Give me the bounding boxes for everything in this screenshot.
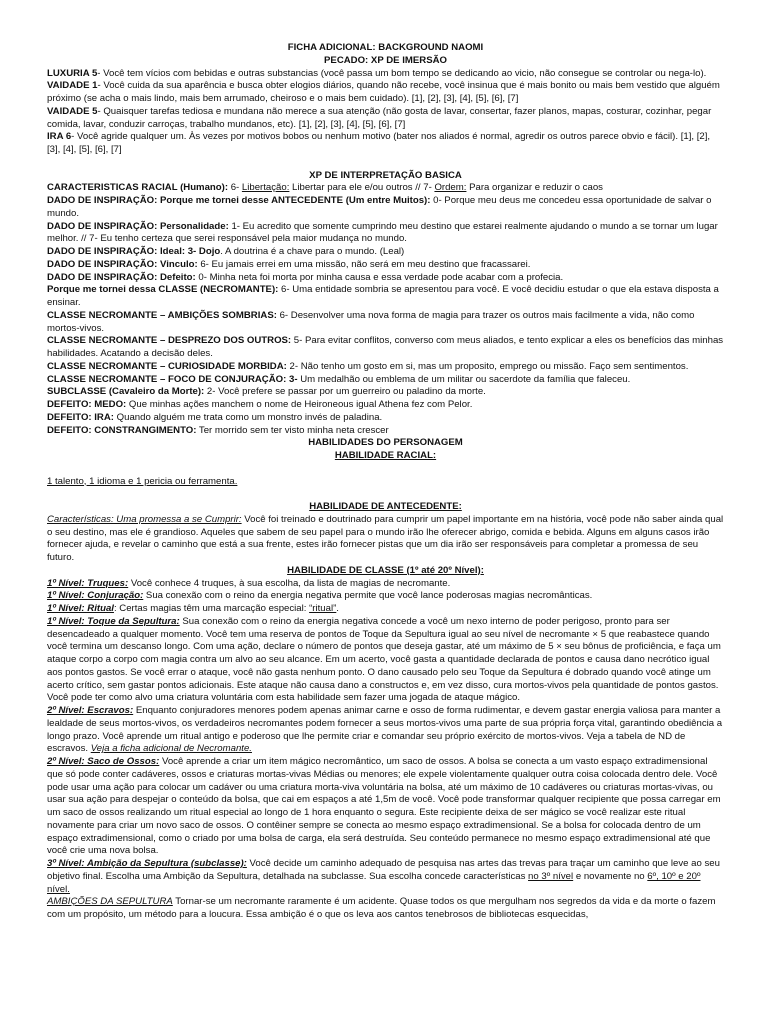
section-heading-class-ability: HABILIDADE DE CLASSE (1º até 20º Nível): <box>287 564 484 576</box>
document-subtitle: PECADO: XP DE IMERSÃO <box>324 54 447 66</box>
interpretation-entry <box>47 412 724 425</box>
class-feature <box>47 616 724 705</box>
interpretation-entry <box>47 195 724 221</box>
feature-text: Sua conexão com o reino da energia negativa concede a você um nexo interno de poder perigoso, pronto para ser desencadeado a qualquer momento. Você tem uma reserva de pontos de Toque da Sepultura igual ao seu nível de necromante × 5 que reabastece quando você termina um descanso longo. Com uma ação, declare o número de pontos que deseja gastar, até um máximo de 5 × seu bônus de proficiência, e faça um ataque corpo a corpo com magia contra um alvo ao seu alcance. Em um acerto, você gasta a quantidade declarada de pontos e causa dano necrótico igual aos pontos gastos. Se você errar o ataque, você não gasta nenhum ponto. O dano causado pelo seu Toque da Sepultura é dobrado quando você atinge um acerto crítico, sem gastar pontos adicionais. Este ataque não causa dano a constructos e, em vez disso, cura mortos-vivos pela quantidade de pontos gastos. Você pode ter como alvo uma criatura voluntária com esta habilidade sem fazer uma jogada de ataque mágico. <box>47 615 721 704</box>
entry-label: DEFEITO: MEDO: <box>47 399 127 410</box>
interpretation-entry <box>47 284 724 310</box>
interpretation-entry <box>47 386 724 399</box>
background-ability <box>47 514 724 565</box>
entry-label: DADO DE INSPIRAÇÃO: Personalidade: <box>47 220 229 232</box>
entry-label: SUBCLASSE (Cavaleiro da Morte): <box>47 386 205 398</box>
entry-text: 2- Você prefere se passar por um guerreiro ou paladino da morte. <box>204 386 486 398</box>
sin-text: - Quaisquer tarefas tediosa e mundana não merece a sua atenção (não gosta de lavar, consertar, fazer planos, mapas, costurar, cozinhar, pegar comida, lavar, conduzir carroças, trabalho mundanos, etc). [1], [2], [3], [4], [5], [6], [7] <box>47 105 712 130</box>
racial-trait-libertacao: Libertação: <box>241 182 290 194</box>
section-heading-abilities: HABILIDADES DO PERSONAGEM <box>308 437 463 449</box>
entry-text: 0- Minha neta foi morta por minha causa e essa verdade pode acabar com a profecia. <box>195 271 564 283</box>
interpretation-entry <box>47 246 724 259</box>
section-heading-racial-ability: HABILIDADE RACIAL: <box>334 450 437 461</box>
interpretation-entry <box>47 361 724 374</box>
class-feature <box>47 756 724 858</box>
feature-level-ref: 6º, 10º e 20º nível. <box>47 870 701 895</box>
feature-label: 2º Nível: Saco de Ossos: <box>47 756 160 767</box>
feature-label: 1º Nível: Toque da Sepultura: <box>47 615 180 627</box>
racial-traits-text: Libertar para ele e/ou outros // 7- <box>289 182 435 194</box>
feature-text: Você decide um caminho adequado de pesquisa nas artes das trevas para traçar um caminho que leve ao seu objetivo final. Escolha uma Ambição da Sepultura, detalhada na subclasse. Sua escolha concede características <box>47 858 720 882</box>
interpretation-entry <box>47 310 724 336</box>
entry-text: Um medalhão ou emblema de um militar ou sacerdote da família que faleceu. <box>297 373 631 385</box>
entry-label: CLASSE NECROMANTE – AMBIÇÕES SOMBRIAS: <box>47 309 277 321</box>
feature-level-ref: no 3º nível <box>528 870 574 882</box>
sin-label: IRA 6 <box>47 131 72 143</box>
entry-text: 6- Eu jamais errei em uma missão, não será em meu destino que fracassarei. <box>197 258 531 270</box>
spacer <box>47 157 724 170</box>
class-feature <box>47 705 724 756</box>
racial-traits-text: 6- <box>228 182 242 194</box>
document-title: FICHA ADICIONAL: BACKGROUND NAOMI <box>287 42 484 53</box>
class-feature <box>47 590 724 603</box>
feature-text: e novamente no <box>573 870 648 882</box>
entry-text: . A doutrina é a chave para o mundo. (Leal) <box>220 246 405 257</box>
spacer <box>47 463 724 476</box>
feature-text: : Certas magias têm uma marcação especial: <box>113 603 310 614</box>
class-feature <box>47 896 724 922</box>
class-feature <box>47 603 724 616</box>
entry-label: CLASSE NECROMANTE – CURIOSIDADE MORBIDA: <box>47 360 287 372</box>
sin-label: VAIDADE 1 <box>47 80 98 92</box>
entry-text: 6- Uma entidade sombria se apresentou para você. E você decidiu estudar o que ela estava disposta a ensinar. <box>47 284 719 308</box>
feature-text: Tornar-se um necromante raramente é um acidente. Quase todos os que mergulham nos segredos da vida e da morte o fazem com um propósito, um método para a loucura. Essa ambição é o que os leva aos cantos tenebrosos de bibliotecas esquecidas, <box>47 896 716 920</box>
entry-label: DEFEITO: IRA: <box>47 411 114 423</box>
feature-text: . <box>336 603 339 614</box>
sin-label: VAIDADE 5 <box>47 105 98 117</box>
feature-text: Você aprende a criar um item mágico necromântico, um saco de ossos. A bolsa se conecta a um vasto espaço extradimensional que só pode conter cadáveres, ossos e criaturas mortas-vivas Médias ou menores; ele expele violentamente qualquer outra coisa colocada dentro dele. Você pode usar uma ação para colocar um cadáver ou uma criatura morta-viva voluntária na bolsa, até um máximo de 10 cadáveres ou criaturas mortas-vivas, ou usar sua ação para despejar o conteúdo da bolsa, que cai em espaços a até 1,5m de você. Você pode transformar qualquer recipiente que possa carregar em um saco de ossos realizando um ritual especial ao longo de 1 hora enquanto o segura. Este recipiente deixa de ser mágico se você realizar este ritual novamente para criar um novo saco de ossos. O contêiner sempre se conecta ao mesmo espaço extradimensional. Se a bolsa for colocada dentro de um espaço extradimensional, como o criado por uma bolsa de carga, ela será destruída. Seu conteúdo permanece no mesmo espaço extradimensional até que você crie uma nova bolsa. <box>47 756 721 857</box>
feature-text: Enquanto conjuradores menores podem apenas animar carne e osso de forma rudimentar, e devem gastar energia valiosa para manter a lealdade de seus mortos-vivos, os verdadeiros necromantes podem fornecer a seus mortos-vivos uma parte de sua própria força vital, garantindo obediência a longo prazo. Você aprende um ritual antigo e poderoso que lhe permite criar e comandar seu próprio exército de mortos-vivos. Veja a tabela de ND de escravos. <box>47 705 723 755</box>
entry-text: Ter morrido sem ter visto minha neta crescer <box>196 424 389 436</box>
sin-entry <box>47 80 724 106</box>
entry-text: 2- Não tenho um gosto em si, mas um proposito, emprego ou missão. Faço sem sentimentos. <box>286 360 689 372</box>
entry-text: Quando alguém me trata como um monstro invés de paladina. <box>113 411 383 423</box>
entry-label: DADO DE INSPIRAÇÃO: Vinculo: <box>47 258 198 270</box>
section-heading-interpretation: XP DE INTERPRETAÇÃO BASICA <box>309 169 462 181</box>
feature-label: 3º Nível: Ambição da Sepultura (subclasse): <box>47 858 247 869</box>
entry-label: Porque me tornei dessa CLASSE (NECROMANTE): <box>47 284 279 296</box>
background-ability-label: Características: Uma promessa a se Cumprir: <box>47 513 242 525</box>
background-ability-text: Você foi treinado e doutrinado para cumprir um papel importante em na história, você pode não saber ainda qual o seu destino, mas ele é grandioso. Aqueles que sabem de seu papel para o mundo irão lhe oferecer abrigo, comida e bebida. Alguns em alguns casos irão fornecer ajuda, e revelar o caminho que está a sua frente, estes irão fornecer pistas que um dia irão ser responsáveis para completar a promessa de seu futuro. <box>47 513 724 563</box>
feature-label: 2º Nível: Escravos: <box>47 705 134 716</box>
racial-traits <box>47 182 724 195</box>
feature-label: 1º Nível: Ritual <box>47 603 114 614</box>
entry-label: DADO DE INSPIRAÇÃO: Ideal: 3- Dojo <box>47 246 221 257</box>
entry-text: Que minhas ações manchem o nome de Heironeous igual Athena fez com Pelor. <box>126 399 473 410</box>
sin-entry <box>47 68 724 81</box>
class-feature <box>47 578 724 591</box>
entry-label: CLASSE NECROMANTE – FOCO DE CONJURAÇÃO: 3- <box>47 373 298 385</box>
entry-label: DADO DE INSPIRAÇÃO: Porque me tornei desse ANTECEDENTE (Um entre Muitos): <box>47 195 431 206</box>
racial-ability-text: 1 talento, 1 idioma e 1 pericia ou ferramenta. <box>47 475 238 487</box>
feature-label: 1º Nível: Conjuração: <box>47 590 144 602</box>
racial-traits-label: CARACTERISTICAS RACIAL (Humano): <box>47 182 229 194</box>
sin-entry <box>47 106 724 132</box>
entry-label: DEFEITO: CONSTRANGIMENTO: <box>47 424 197 436</box>
sin-label: LUXURIA 5 <box>47 67 98 79</box>
entry-text: 0- Porque meu deus me concedeu essa oportunidade de salvar o mundo. <box>47 195 712 219</box>
entry-label: CLASSE NECROMANTE – DESPREZO DOS OUTROS: <box>47 335 292 347</box>
sin-text: - Você tem vícios com bebidas e outras substancias (você passa um bom tempo se dedicando ao vicio, não consegue se controlar ou nega-lo). <box>97 67 707 79</box>
spacer <box>47 488 724 501</box>
sin-entry <box>47 131 724 157</box>
interpretation-entry <box>47 221 724 247</box>
entry-text: 1- Eu acredito que somente cumprindo meu destino que estarei realmente ajudando o mundo a se tornar um lugar melhor. // 7- Eu tenho certeza que serei responsável pela maior mudança no mundo. <box>47 220 718 245</box>
entry-label: DADO DE INSPIRAÇÃO: Defeito: <box>47 271 196 283</box>
feature-label: 1º Nível: Truques: <box>47 577 129 589</box>
section-heading-background-ability: HABILIDADE DE ANTECEDENTE: <box>309 501 462 512</box>
sin-text: - Você cuida da sua aparência e busca obter elogios diários, quando não recebe, você insinua que é mais bonito ou mais bem vestido que alguém próximo (se acha o mais lindo, mais bem arrumado, cheiroso e o mais bem cuidado). [1], [2], [3], [4], [5], [6], [7] <box>47 80 720 104</box>
racial-traits-text: Para organizar e reduzir o caos <box>466 182 603 194</box>
feature-label: AMBIÇÕES DA SEPULTURA <box>47 896 173 908</box>
interpretation-entry <box>47 335 724 361</box>
interpretation-entry <box>47 272 724 285</box>
entry-text: 5- Para evitar conflitos, converso com meus aliados, e tento explicar a eles os benefícios das minhas habilidades. Acatando a decisão deles. <box>47 335 724 359</box>
interpretation-entry <box>47 259 724 272</box>
racial-trait-ordem: Ordem: <box>434 182 467 194</box>
entry-text: 6- Desenvolver uma nova forma de magia para trazer os outros mais facilmente a vida, não como mortos-vivos. <box>47 309 695 334</box>
feature-reference: Veja a ficha adicional de Necromante. <box>90 743 252 755</box>
class-feature <box>47 858 724 896</box>
feature-text: Você conhece 4 truques, à sua escolha, da lista de magias de necromante. <box>128 577 451 589</box>
interpretation-entry <box>47 425 724 438</box>
interpretation-entry <box>47 399 724 412</box>
feature-quoted: “ritual” <box>309 603 337 614</box>
feature-text: Sua conexão com o reino da energia negativa permite que você lance poderosas magias necromânticas. <box>143 590 593 602</box>
interpretation-entry <box>47 374 724 387</box>
sin-text: - Você agride qualquer um. Às vezes por motivos bobos ou nenhum motivo (bater nos aliados é normal, agredir os outros parece obvio e fácil). [1], [2], [3], [4], [5], [6], [7] <box>47 131 711 155</box>
